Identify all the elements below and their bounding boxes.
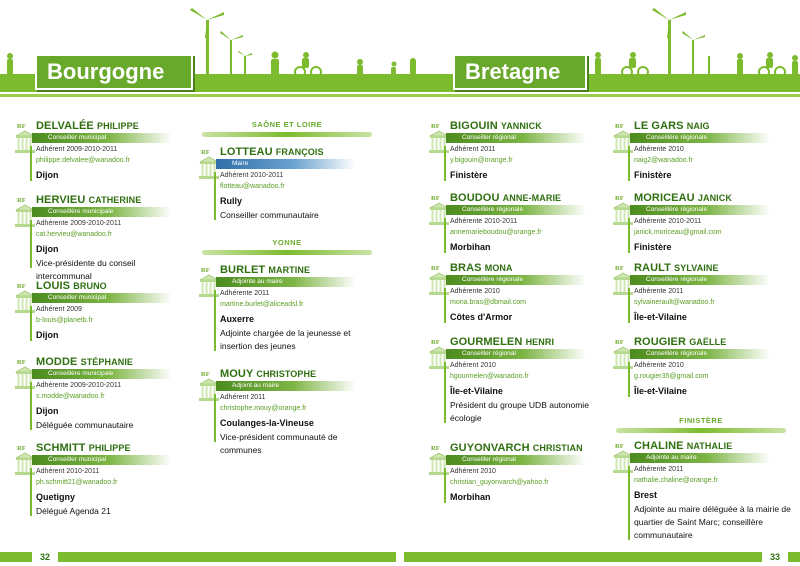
- member-first-name: ANNE-MARIE: [502, 193, 562, 203]
- member-details: [634, 216, 792, 255]
- member-email[interactable]: hgourmelen@wanadoo.fr: [450, 373, 529, 380]
- member-role: Conseillère municipale: [32, 369, 172, 379]
- member-details: [450, 286, 604, 325]
- member-email[interactable]: naig2@wanadoo.fr: [634, 157, 693, 164]
- entry-rule: [30, 382, 32, 430]
- member-last-name: MORICEAU: [634, 192, 695, 204]
- member-role: Conseiller régional: [446, 349, 586, 359]
- member-place: Côtes d'Armor: [450, 312, 513, 322]
- member-place: Morbihan: [450, 492, 491, 502]
- member-entry: [612, 192, 792, 255]
- svg-text:RF: RF: [431, 445, 440, 452]
- member-place: Dijon: [36, 330, 59, 340]
- member-membership: Adhérente 2011: [634, 288, 684, 295]
- member-role: Conseillère régionale: [630, 133, 770, 143]
- member-place: Rully: [220, 196, 243, 206]
- member-entry: [612, 262, 792, 325]
- entry-rule: [628, 362, 630, 397]
- member-role: Conseiller régional: [446, 133, 586, 143]
- member-last-name: BOUDOU: [450, 192, 500, 204]
- member-entry: [428, 336, 604, 425]
- member-last-name: CHALINE: [634, 440, 684, 452]
- member-last-name: SCHMITT: [36, 442, 86, 454]
- member-name: [450, 192, 561, 204]
- entry-rule: [30, 220, 32, 268]
- svg-text:RF: RF: [17, 359, 26, 366]
- member-description: Adjointe au maire déléguée à la mairie de quartier de Saint Marc; conseillère communautaire: [634, 504, 791, 540]
- member-description: Conseiller communautaire: [220, 210, 319, 220]
- member-name: [634, 192, 732, 204]
- member-details: [450, 144, 604, 183]
- member-role: Adjointe au maire: [216, 277, 356, 287]
- member-name: [220, 368, 316, 380]
- member-last-name: MODDE: [36, 356, 78, 368]
- member-role: Conseillère régionale: [630, 205, 770, 215]
- member-entry: [428, 120, 604, 183]
- member-first-name: PHILIPPE: [88, 443, 131, 453]
- member-first-name: PHILIPPE: [97, 121, 139, 131]
- member-entry: [612, 120, 792, 183]
- member-name: [634, 336, 726, 348]
- member-entry: [428, 442, 604, 505]
- entry-rule: [628, 146, 630, 181]
- member-entry: [14, 442, 186, 518]
- member-entry: [14, 120, 186, 183]
- member-name: [36, 442, 131, 454]
- member-place: Finistère: [634, 170, 672, 180]
- svg-text:RF: RF: [201, 267, 210, 274]
- column-4: [612, 112, 792, 547]
- member-entry: [14, 356, 186, 432]
- member-role: Conseillère municipale: [32, 207, 172, 217]
- member-details: [634, 144, 792, 183]
- member-membership: Adhérent 2011: [450, 146, 496, 153]
- member-name: [36, 120, 139, 132]
- section-rule: [202, 132, 372, 137]
- member-membership: Adhérent 2010-2011: [220, 172, 284, 179]
- entry-rule: [444, 146, 446, 181]
- member-name: [450, 120, 542, 132]
- column-1: [14, 112, 186, 542]
- entry-rule: [30, 146, 32, 181]
- member-first-name: SYLVAINE: [674, 263, 719, 273]
- member-role: Conseillère régionale: [446, 275, 586, 285]
- region-title-bourgogne: Bourgogne: [35, 54, 193, 90]
- svg-text:RF: RF: [431, 265, 440, 272]
- member-email[interactable]: cat.hervieu@wanadoo.fr: [36, 231, 112, 238]
- member-last-name: LE GARS: [634, 120, 684, 132]
- section-heading: FINISTÈRE: [679, 416, 723, 425]
- member-membership: Adhérente 2010: [634, 362, 684, 369]
- member-membership: Adhérente 2010-2011: [450, 218, 518, 225]
- member-last-name: DELVALÉE: [36, 120, 94, 132]
- member-last-name: GUYONVARCH: [450, 442, 530, 454]
- member-last-name: LOUIS: [36, 280, 71, 292]
- member-place: Auxerre: [220, 314, 255, 324]
- svg-text:RF: RF: [431, 195, 440, 202]
- entry-rule: [444, 468, 446, 503]
- entry-rule: [444, 362, 446, 423]
- member-details: [450, 466, 604, 505]
- member-membership: Adhérent 2010: [450, 468, 496, 475]
- member-membership: Adhérente 2009-2010-2011: [36, 382, 122, 389]
- member-last-name: ROUGIER: [634, 336, 687, 348]
- member-first-name: YANNICK: [500, 121, 542, 131]
- member-details: [634, 286, 792, 325]
- svg-text:RF: RF: [17, 197, 26, 204]
- member-description: Déléguée communautaire: [36, 420, 134, 430]
- member-name: [220, 146, 324, 158]
- member-name: [450, 336, 554, 348]
- entry-rule: [444, 218, 446, 253]
- member-first-name: STÉPHANIE: [80, 357, 134, 367]
- entry-rule: [30, 306, 32, 341]
- region-title-bretagne: Bretagne: [453, 54, 587, 90]
- member-membership: Adhérente 2009-2010-2011: [36, 220, 122, 227]
- member-email[interactable]: y.bigouin@orange.fr: [450, 157, 513, 164]
- svg-text:RF: RF: [615, 123, 624, 130]
- member-entry: [612, 336, 792, 399]
- member-place: Morbihan: [450, 242, 491, 252]
- svg-text:RF: RF: [17, 283, 26, 290]
- member-description: Délégué Agenda 21: [36, 506, 111, 516]
- member-membership: Adhérent 2010: [450, 362, 496, 369]
- member-email[interactable]: s.modde@wanadoo.fr: [36, 393, 105, 400]
- svg-text:RF: RF: [201, 371, 210, 378]
- member-details: [220, 288, 376, 353]
- member-name: [36, 280, 107, 292]
- member-entry: [198, 264, 376, 353]
- member-membership: Adhérente 2010: [450, 288, 500, 295]
- member-role: Conseillère régionale: [630, 349, 770, 359]
- member-description: Président du groupe UDB autonomie écologie: [450, 400, 589, 423]
- section-rule: [202, 250, 372, 255]
- svg-text:RF: RF: [431, 123, 440, 130]
- entry-rule: [214, 394, 216, 442]
- member-details: [36, 466, 186, 518]
- member-membership: Adhérente 2011: [220, 290, 270, 297]
- member-first-name: FRANÇOIS: [275, 147, 324, 157]
- section-rule: [616, 428, 786, 433]
- member-entry: [14, 194, 186, 281]
- member-details: [450, 360, 604, 425]
- member-place: Finistère: [450, 170, 488, 180]
- member-last-name: HERVIEU: [36, 194, 86, 206]
- member-last-name: BIGOUIN: [450, 120, 498, 132]
- page-number-left: 32: [32, 550, 58, 564]
- member-first-name: MONA: [484, 263, 513, 273]
- member-entry: [14, 280, 186, 343]
- member-entry: [612, 440, 792, 542]
- member-details: [634, 464, 792, 542]
- svg-text:RF: RF: [615, 339, 624, 346]
- member-email[interactable]: mona.bras@dbmail.com: [450, 299, 526, 306]
- column-2: [198, 112, 376, 542]
- member-last-name: MOUY: [220, 368, 254, 380]
- member-email[interactable]: christophe.mouy@orange.fr: [220, 405, 307, 412]
- member-entry: [428, 192, 604, 255]
- member-name: [450, 442, 583, 454]
- member-last-name: GOURMELEN: [450, 336, 523, 348]
- member-entry: [198, 146, 376, 222]
- section-heading: YONNE: [272, 238, 302, 247]
- member-place: Finistère: [634, 242, 672, 252]
- member-role: Conseiller municipal: [32, 455, 172, 465]
- entry-rule: [214, 290, 216, 351]
- member-membership: Adhérent 2011: [220, 394, 266, 401]
- entry-rule: [30, 468, 32, 516]
- entry-rule: [628, 218, 630, 253]
- member-entry: [198, 368, 376, 455]
- member-email[interactable]: martine.burlet@aliceadsl.fr: [220, 301, 304, 308]
- column-3: [428, 112, 604, 542]
- svg-text:RF: RF: [615, 195, 624, 202]
- member-name: [36, 194, 141, 206]
- footer-bar-right: [404, 552, 800, 562]
- member-role: Conseiller municipal: [32, 133, 172, 143]
- section-heading: SAÔNE ET LOIRE: [251, 120, 323, 129]
- banner-line: [0, 94, 800, 97]
- member-membership: Adhérente 2011: [634, 466, 684, 473]
- member-place: Coulanges-la-Vineuse: [220, 418, 314, 428]
- member-place: Dijon: [36, 244, 59, 254]
- member-first-name: CATHERINE: [88, 195, 142, 205]
- member-first-name: NATHALIE: [686, 441, 733, 451]
- member-place: Île-et-Vilaine: [634, 312, 687, 322]
- member-description: Vice-président communauté de communes: [220, 432, 338, 455]
- member-details: [36, 144, 186, 183]
- member-email[interactable]: christian_guyonvarch@yahoo.fr: [450, 479, 549, 486]
- member-place: Île-et-Vilaine: [634, 386, 687, 396]
- member-first-name: CHRISTIAN: [532, 443, 583, 453]
- member-details: [36, 304, 186, 343]
- member-first-name: MARTINE: [268, 265, 311, 275]
- member-details: [220, 392, 376, 457]
- member-description: Vice-présidente du conseil intercommunal: [36, 258, 136, 281]
- entry-rule: [444, 288, 446, 323]
- svg-text:RF: RF: [17, 123, 26, 130]
- member-details: [220, 170, 376, 222]
- member-email[interactable]: annemarieboudou@orange.fr: [450, 229, 542, 236]
- member-details: [450, 216, 604, 255]
- member-role: Maire: [216, 159, 356, 169]
- svg-text:RF: RF: [201, 149, 210, 156]
- member-name: [634, 120, 710, 132]
- member-place: Dijon: [36, 170, 59, 180]
- member-details: [634, 360, 792, 399]
- member-entry: [428, 262, 604, 325]
- member-details: [36, 218, 186, 283]
- member-email[interactable]: philippe.delvalee@wanadoo.fr: [36, 157, 130, 164]
- member-role: Adjoint au maire: [216, 381, 356, 391]
- member-email[interactable]: sylvainerault@wanadoo.fr: [634, 299, 715, 306]
- member-name: [634, 440, 732, 452]
- svg-text:RF: RF: [615, 443, 624, 450]
- member-first-name: GAËLLE: [689, 337, 727, 347]
- member-first-name: CHRISTOPHE: [256, 369, 317, 379]
- member-place: Île-et-Vilaine: [450, 386, 503, 396]
- member-place: Dijon: [36, 406, 59, 416]
- entry-rule: [628, 288, 630, 323]
- member-first-name: BRUNO: [73, 281, 107, 291]
- member-role: Conseillère régionale: [446, 205, 586, 215]
- member-name: [36, 356, 133, 368]
- member-membership: Adhérent 2009: [36, 306, 82, 313]
- svg-text:RF: RF: [17, 445, 26, 452]
- member-last-name: RAULT: [634, 262, 671, 274]
- entry-rule: [214, 172, 216, 220]
- member-name: [220, 264, 310, 276]
- member-name: [634, 262, 719, 274]
- member-place: Quetigny: [36, 492, 76, 502]
- footer-bar-left: [0, 552, 396, 562]
- member-first-name: NAIG: [686, 121, 710, 131]
- member-last-name: BRAS: [450, 262, 482, 274]
- member-email[interactable]: flotteau@wanadoo.fr: [220, 183, 285, 190]
- page-number-right: 33: [762, 550, 788, 564]
- member-email[interactable]: nathalie.chaline@orange.fr: [634, 477, 718, 484]
- svg-text:RF: RF: [615, 265, 624, 272]
- member-email[interactable]: b-louis@planetb.fr: [36, 317, 93, 324]
- member-email[interactable]: janick.moriceau@gmail.com: [634, 229, 722, 236]
- member-role: Conseiller municipal: [32, 293, 172, 303]
- member-email[interactable]: g.rougier35@gmail.com: [634, 373, 709, 380]
- member-first-name: HENRI: [525, 337, 555, 347]
- member-first-name: JANICK: [697, 193, 732, 203]
- member-email[interactable]: ph.schmitt21@wanadoo.fr: [36, 479, 118, 486]
- member-description: Adjointe chargée de la jeunesse et insertion des jeunes: [220, 328, 351, 351]
- member-membership: Adhérent 2009-2010-2011: [36, 146, 118, 153]
- member-membership: Adhérent 2010-2011: [36, 468, 100, 475]
- entry-rule: [628, 466, 630, 540]
- member-role: Conseiller régional: [446, 455, 586, 465]
- member-details: [36, 380, 186, 432]
- member-place: Brest: [634, 490, 658, 500]
- member-role: Adjointe au maire: [630, 453, 770, 463]
- member-membership: Adhérente 2010-2011: [634, 218, 702, 225]
- banner: [0, 0, 800, 100]
- member-name: [450, 262, 513, 274]
- svg-text:RF: RF: [431, 339, 440, 346]
- member-membership: Adhérente 2010: [634, 146, 684, 153]
- member-role: Conseillère régionale: [630, 275, 770, 285]
- member-last-name: LOTTEAU: [220, 146, 273, 158]
- member-last-name: BURLET: [220, 264, 266, 276]
